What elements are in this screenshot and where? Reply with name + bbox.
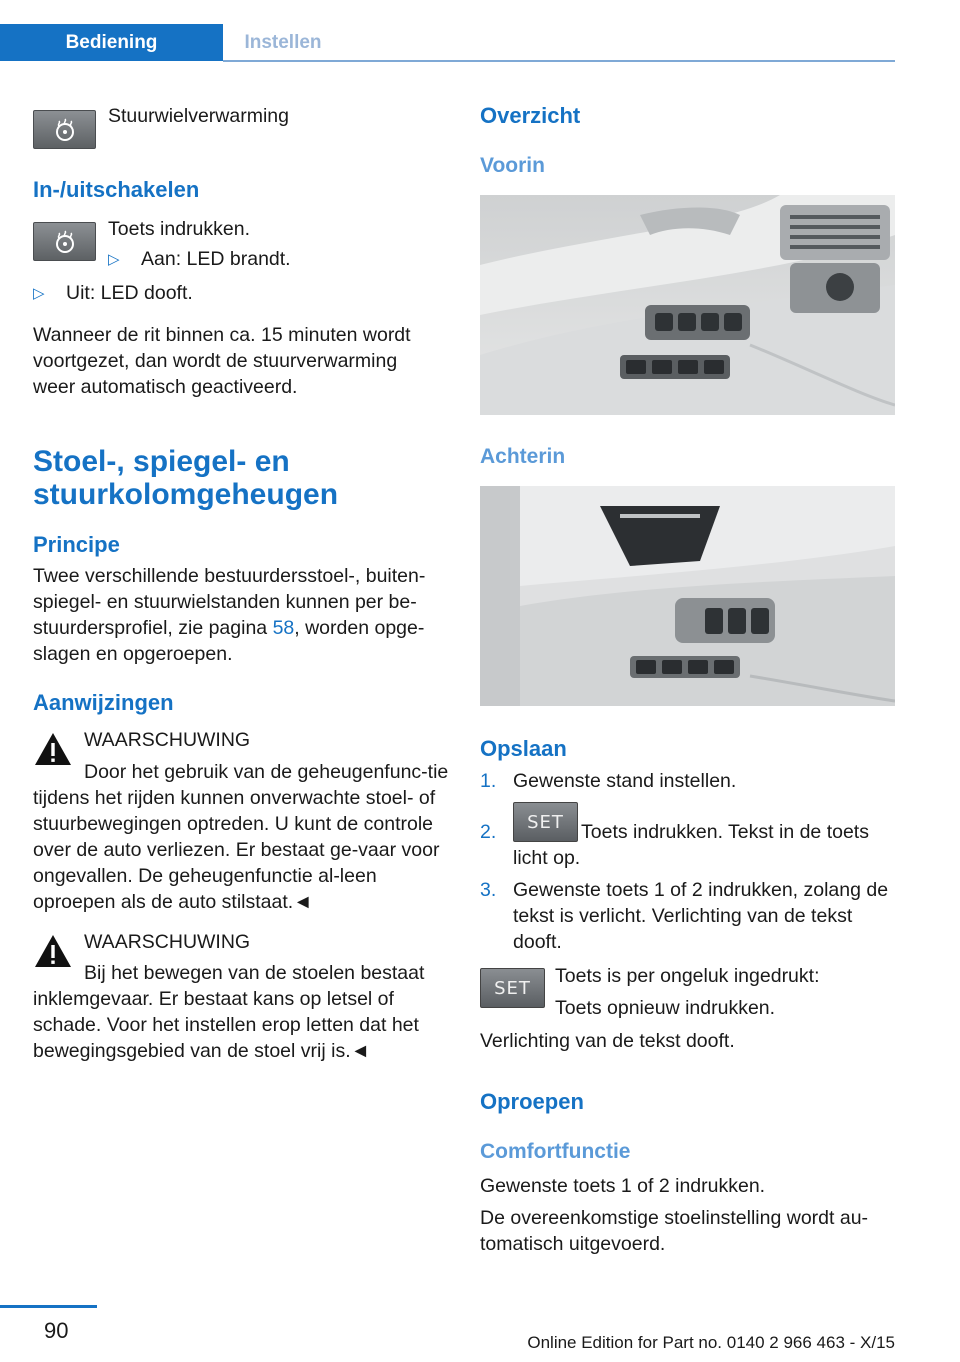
- steering-heat-label: Stuurwielverwarming: [108, 105, 289, 127]
- on-bullet-text: Aan: LED brandt.: [141, 248, 291, 270]
- page-link[interactable]: 58: [272, 617, 295, 639]
- bullet-icon: ▷: [33, 285, 45, 302]
- step2-text: Toets indrukken. Tekst in de toets licht op.: [513, 821, 869, 869]
- tab-bediening[interactable]: Bediening: [0, 24, 223, 61]
- rear-heading: Achterin: [480, 445, 566, 468]
- accidental-text-2: Toets opnieuw indrukken.: [555, 997, 776, 1019]
- principle-text: Twee verschillende bestuurdersstoel-, buiten-spiegel- en stuurwielstanden kunnen per be-stuurdersprofiel, zie pagina: [33, 565, 426, 639]
- resume-paragraph: Wanneer de rit binnen ca. 15 minuten wordt voortgezet, dan wordt de stuurverwarming weer automatisch geactiveerd.: [33, 324, 411, 398]
- footer-divider: [0, 1305, 97, 1308]
- step1-text: Gewenste stand instellen.: [513, 770, 737, 792]
- accidental-text-1: Toets is per ongeluk ingedrukt:: [555, 965, 820, 987]
- notes-heading: Aanwijzingen: [33, 690, 174, 715]
- bullet-icon: ▷: [108, 251, 120, 268]
- edition-footer: Online Edition for Part no. 0140 2 966 463 - X/15: [527, 1333, 895, 1352]
- onoff-heading: In-/uitschakelen: [33, 177, 200, 202]
- comfort-text-1: Gewenste toets 1 of 2 indrukken.: [480, 1175, 766, 1197]
- principle-heading: Principe: [33, 532, 120, 557]
- overview-heading: Overzicht: [480, 103, 581, 128]
- set-button-icon-2: SET: [480, 968, 545, 1008]
- off-bullet-text: Uit: LED dooft.: [66, 282, 193, 304]
- tab-instellen[interactable]: Instellen: [244, 31, 322, 53]
- page-number: 90: [44, 1318, 69, 1343]
- set-button-icon: SET: [513, 802, 578, 842]
- warning2-text: Bij het bewegen van de stoelen bestaat inklemgevaar. Er bestaat kans op letsel of schade. Voor het instellen erop letten dat het bewegingsgebied van de stoel vrij is.◄: [33, 962, 425, 1062]
- memory-title-line2: stuurkolomgeheugen: [33, 478, 339, 511]
- warning1-title: WAARSCHUWING: [84, 729, 251, 751]
- step2-number: 2.: [480, 821, 497, 843]
- light-off-text: Verlichting van de tekst dooft.: [480, 1030, 735, 1052]
- front-door-photo: [480, 195, 895, 415]
- comfort-heading: Comfortfunctie: [480, 1140, 631, 1163]
- step1-number: 1.: [480, 770, 497, 792]
- front-heading: Voorin: [480, 154, 545, 177]
- save-heading: Opslaan: [480, 736, 567, 761]
- principle-paragraph: [33, 563, 445, 667]
- press-key-text: Toets indrukken.: [108, 218, 250, 240]
- warning1-text: Door het gebruik van de geheugenfunc-tie tijdens het rijden kunnen onverwachte stoel- of stuurbewegingen optreden. U kunt de controle over de auto verliezen. Er bestaat ge-vaar voor ongevallen. De geheugenfunctie al-leen oproepen als de auto stilstaat.◄: [33, 761, 449, 913]
- warning2-title: WAARSCHUWING: [84, 931, 251, 953]
- step3-number: 3.: [480, 879, 497, 901]
- steering-heat-key-icon-2: [33, 222, 96, 261]
- step3-text: Gewenste toets 1 of 2 indrukken, zolang de tekst is verlicht. Verlichting van de tekst dooft.: [513, 879, 889, 953]
- comfort-text-2: De overeenkomstige stoelinstelling wordt au-tomatisch uitgevoerd.: [480, 1207, 869, 1255]
- steering-heat-key-icon: [33, 110, 96, 149]
- header-divider: [223, 60, 895, 62]
- recall-heading: Oproepen: [480, 1089, 584, 1114]
- principle-text-end: , worden opge-slagen en opgeroepen.: [33, 617, 425, 665]
- rear-door-photo: [480, 486, 895, 706]
- memory-title-line1: Stoel-, spiegel- en: [33, 445, 290, 478]
